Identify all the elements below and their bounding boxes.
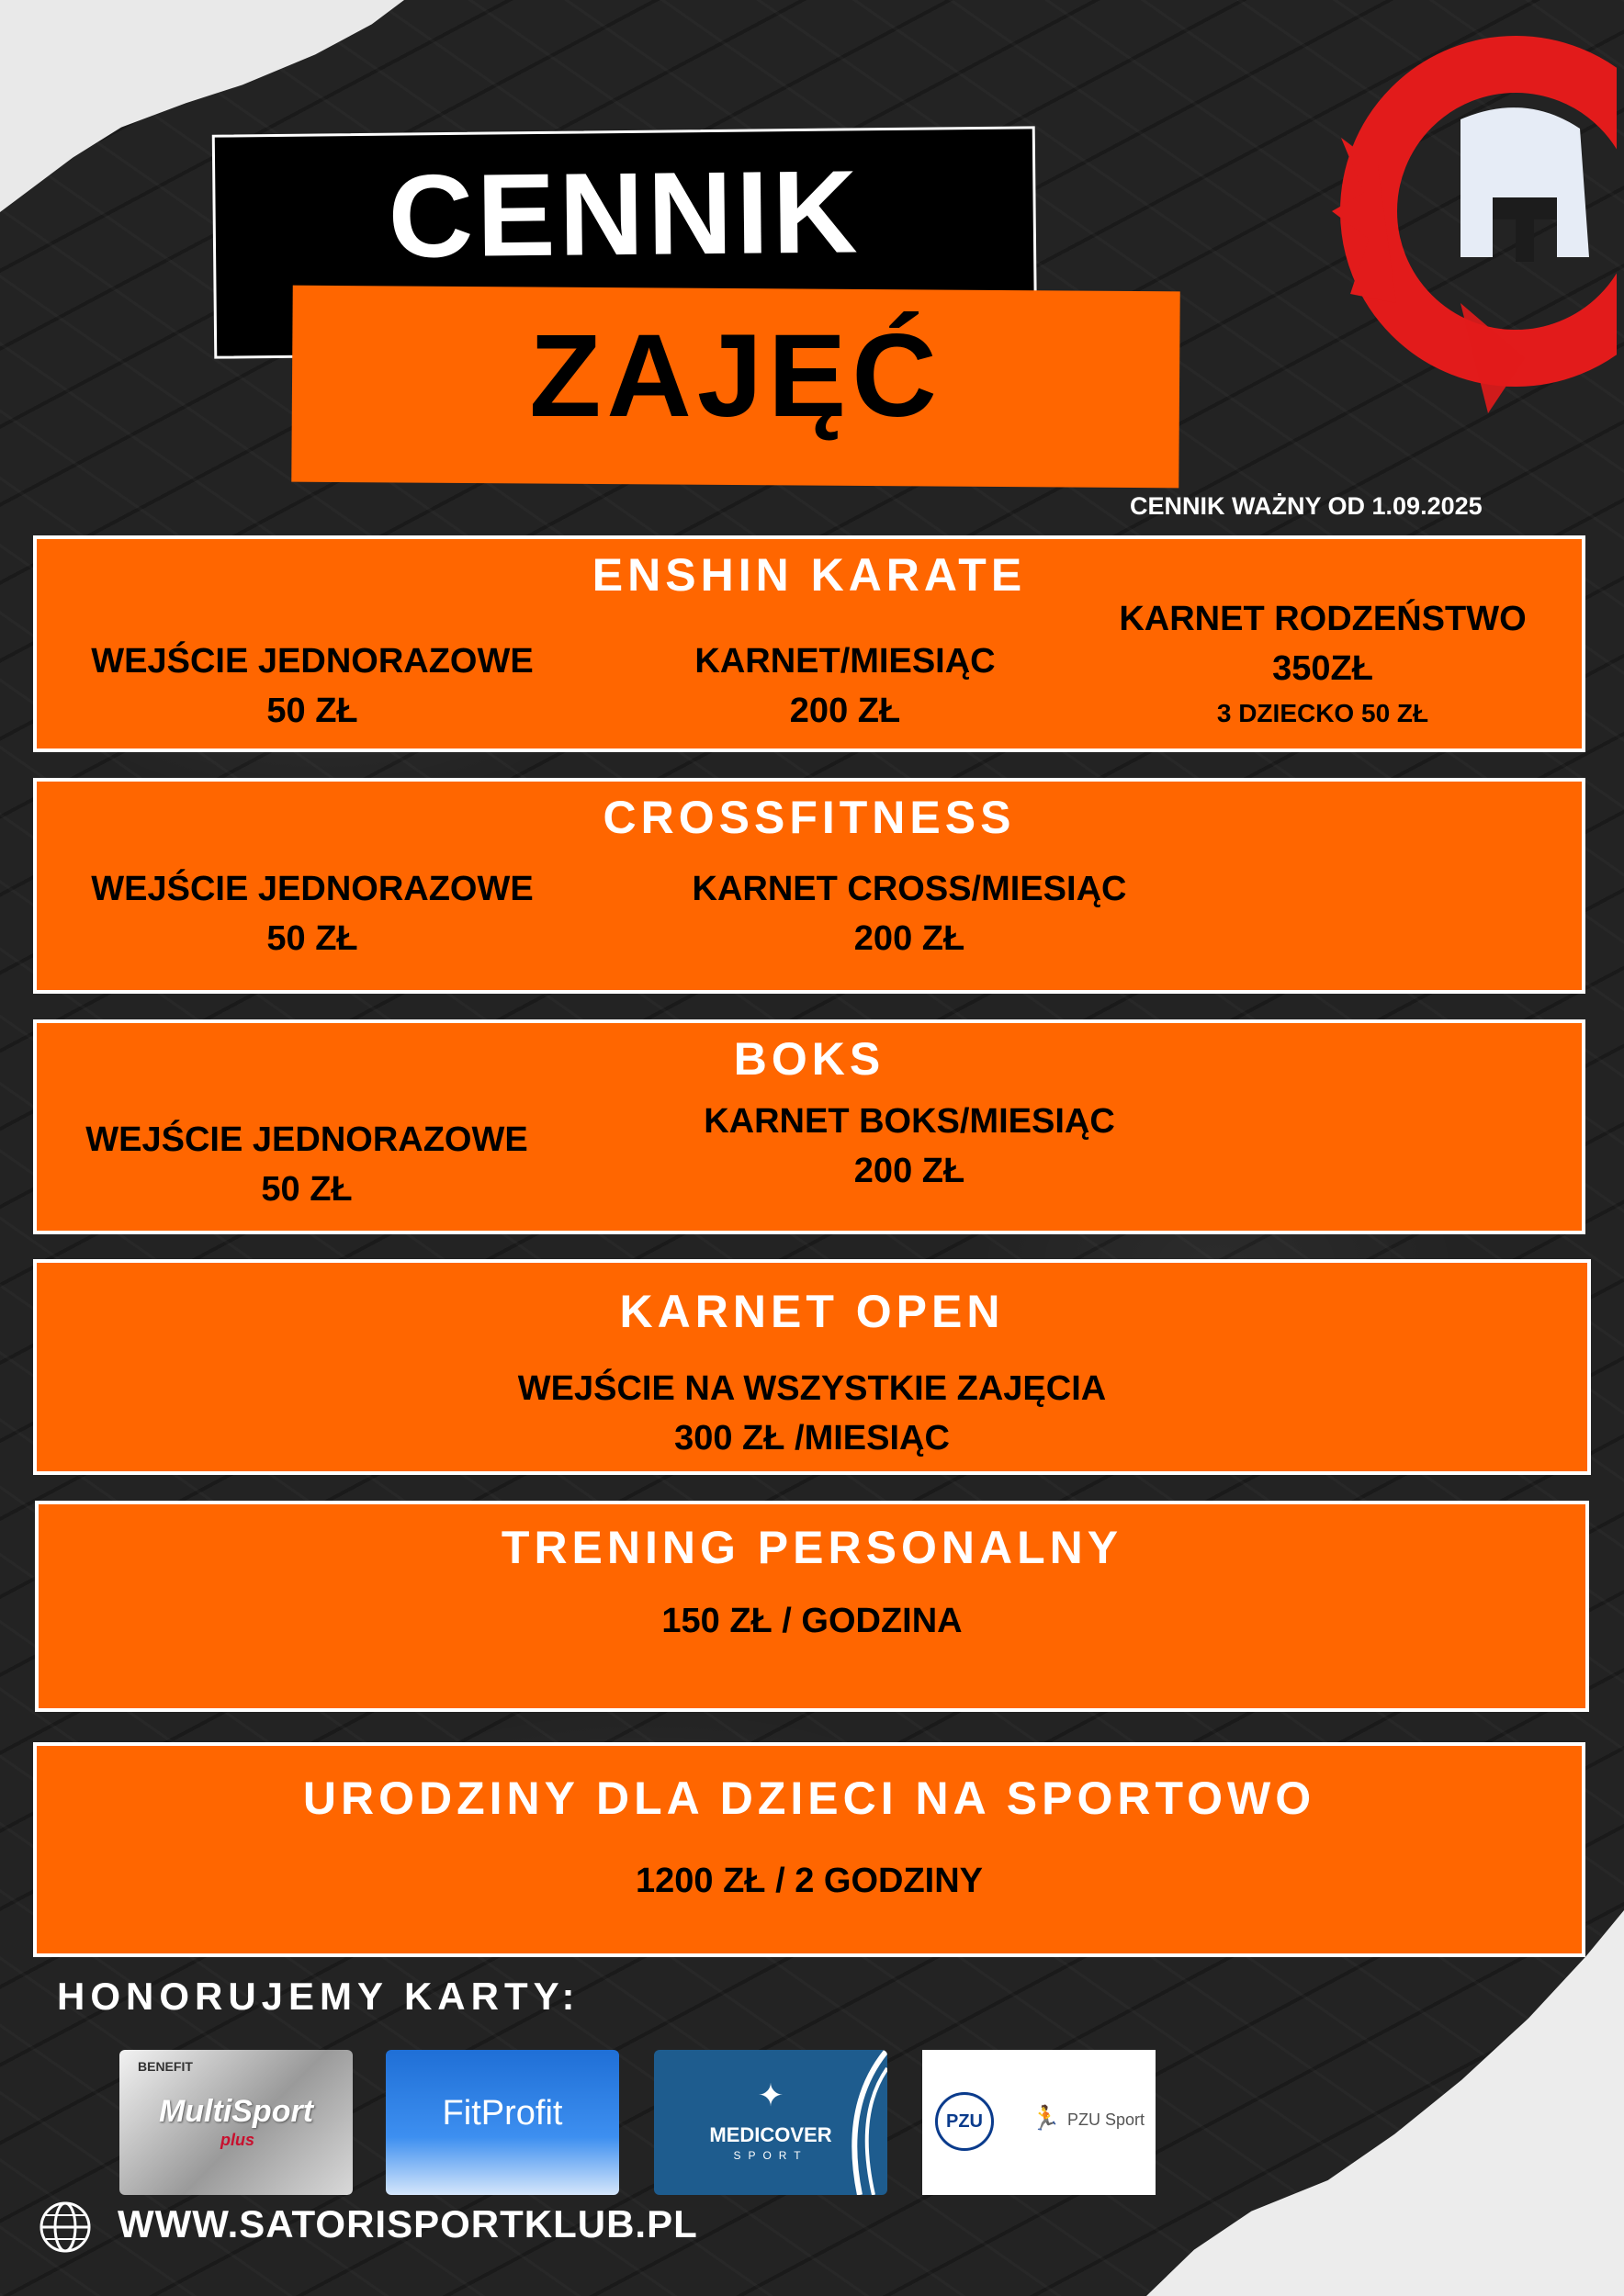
section-crossfitness xyxy=(33,778,1585,994)
pzu-card xyxy=(922,2050,1156,2195)
page-title-line1: CENNIK xyxy=(387,146,863,283)
medicover-figure-icon: ✦ xyxy=(757,2077,784,2114)
multisport-brand: BENEFIT xyxy=(138,2059,193,2074)
section-boks xyxy=(33,1019,1585,1234)
price-item xyxy=(625,864,1194,963)
section-karnet-open xyxy=(33,1259,1591,1475)
multisport-tag: plus xyxy=(220,2131,255,2149)
price-label: WEJŚCIE NA WSZYSTKIE ZAJĘCIA xyxy=(517,1369,1107,1408)
price-item xyxy=(37,1856,1582,1906)
section-title: CROSSFITNESS xyxy=(603,792,1016,843)
multisport-card xyxy=(119,2050,353,2195)
price-label: KARNET CROSS/MIESIĄC xyxy=(692,870,1127,908)
fitprofit-card xyxy=(386,2050,619,2195)
runner-icon: 🏃 xyxy=(1031,2105,1061,2133)
section-urodziny xyxy=(33,1742,1585,1957)
price-value: 300 ZŁ /MIESIĄC xyxy=(674,1419,950,1458)
price-item xyxy=(55,636,570,736)
globe-icon xyxy=(39,2200,92,2254)
fitprofit-name: FitProfit xyxy=(442,2094,563,2133)
price-value: 200 ZŁ xyxy=(789,692,901,730)
price-value: 350ZŁ xyxy=(1272,649,1373,688)
cards-heading: HONORUJEMY KARTY: xyxy=(57,1975,581,2018)
price-value: 200 ZŁ xyxy=(853,919,965,958)
price-label: KARNET RODZEŃSTWO xyxy=(1119,600,1527,638)
price-value: 200 ZŁ xyxy=(853,1152,965,1190)
price-label: KARNET/MIESIĄC xyxy=(694,642,996,681)
valid-from-notice: CENNIK WAŻNY OD 1.09.2025 xyxy=(1130,492,1483,520)
pzu-mark: PZU xyxy=(935,2092,994,2151)
price-item xyxy=(37,1364,1587,1463)
pzu-sport-name: PZU Sport xyxy=(1067,2110,1145,2129)
price-label: WEJŚCIE JEDNORAZOWE xyxy=(91,870,534,908)
price-label: WEJŚCIE JEDNORAZOWE xyxy=(85,1120,528,1159)
section-title: TRENING PERSONALNY xyxy=(501,1522,1123,1573)
price-note: 3 DZIECKO 50 ZŁ xyxy=(1216,699,1429,727)
section-trening-personalny xyxy=(35,1501,1589,1712)
spartan-helmet-logo xyxy=(1314,28,1617,468)
page-title-line2: ZAJĘĆ xyxy=(529,310,942,442)
price-value: 50 ZŁ xyxy=(266,692,358,730)
price-item xyxy=(1084,594,1562,734)
price-label: 1200 ZŁ / 2 GODZINY xyxy=(636,1862,983,1900)
section-title: BOKS xyxy=(733,1033,885,1085)
price-label: KARNET BOKS/MIESIĄC xyxy=(704,1102,1115,1141)
section-title: URODZINY DLA DZIECI NA SPORTOWO xyxy=(302,1773,1316,1824)
medicover-name: MEDICOVER xyxy=(709,2123,832,2146)
website-link[interactable]: WWW.SATORISPORTKLUB.PL xyxy=(118,2202,698,2245)
price-item xyxy=(625,1097,1194,1196)
price-value: 50 ZŁ xyxy=(261,1170,353,1209)
medicover-card xyxy=(654,2050,887,2195)
section-title: ENSHIN KARATE xyxy=(592,549,1027,601)
multisport-name: MultiSport xyxy=(158,2094,314,2129)
price-item xyxy=(39,1596,1585,1646)
price-item xyxy=(606,636,1084,736)
price-value: 50 ZŁ xyxy=(266,919,358,958)
price-label: WEJŚCIE JEDNORAZOWE xyxy=(91,642,534,681)
section-enshin-karate xyxy=(33,535,1585,752)
price-label: 150 ZŁ / GODZINA xyxy=(661,1602,963,1640)
medicover-sub: SPORT xyxy=(733,2149,808,2162)
price-item xyxy=(55,864,570,963)
section-title: KARNET OPEN xyxy=(619,1286,1005,1337)
price-item xyxy=(50,1115,564,1214)
